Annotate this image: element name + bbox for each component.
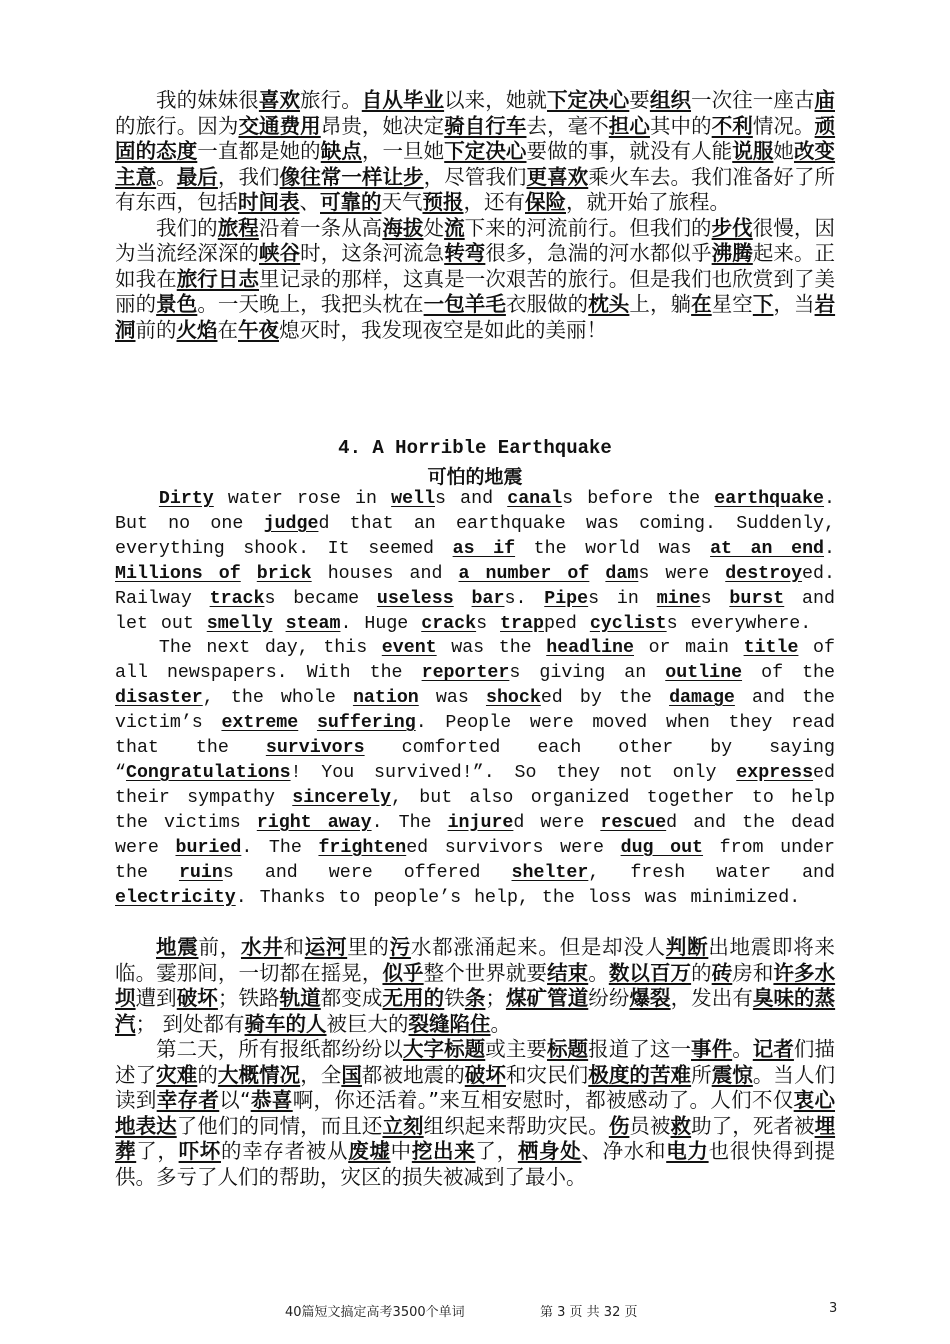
vocab-word: right away: [256, 812, 372, 833]
text-run: 要做的事，就没有人能: [526, 139, 733, 163]
text-run: 所: [691, 1062, 712, 1087]
vocab-word: 一包羊毛: [423, 292, 506, 316]
text-run: 报道了这一: [588, 1037, 692, 1061]
vocab-word: event: [381, 638, 437, 659]
footer-page-number: 3: [829, 1301, 838, 1316]
vocab-word: 记者: [752, 1037, 794, 1061]
vocab-word: Congratulations: [125, 762, 291, 783]
text-run: 了，: [136, 1139, 179, 1163]
text-run: ，一旦她: [361, 139, 445, 163]
text-run: . Huge: [340, 613, 422, 634]
vocab-word: 组织: [649, 88, 692, 112]
text-run: . The: [371, 812, 448, 833]
text-run: s: [476, 613, 501, 634]
text-run: 或主要: [485, 1037, 547, 1061]
text-run: was: [418, 688, 486, 709]
text-run: 。当人们读到: [115, 1062, 836, 1112]
text-run: , fresh water and: [588, 862, 836, 883]
vocab-word: 改变主意: [115, 139, 836, 189]
vocab-word: 破坏: [464, 1062, 506, 1087]
vocab-word: extreme: [221, 713, 299, 734]
text-run: 了，: [475, 1139, 518, 1163]
text-run: ；: [485, 986, 506, 1010]
vocab-word: 喜欢: [258, 88, 301, 112]
vocab-word: 幸存者: [156, 1088, 220, 1112]
vocab-word: rescue: [600, 812, 667, 833]
vocab-word: frighten: [318, 837, 407, 858]
text-run: was the: [436, 638, 547, 659]
footer-source: 40篇短文搞定高考3500个单词: [285, 1305, 465, 1320]
vocab-word: 转弯: [444, 241, 486, 265]
vocab-word: shock: [485, 688, 541, 709]
text-run: 。: [156, 164, 177, 189]
text-run: s.: [504, 588, 545, 609]
paragraph-zh-2: [115, 216, 835, 344]
text-run: ed their sympathy: [115, 762, 835, 808]
text-run: 乘火车去。我们准备好了所有东西，包括: [115, 164, 836, 214]
text-run: 员被: [629, 1113, 671, 1138]
text-run: 了他们的同情，而且还: [176, 1113, 383, 1138]
vocab-word: 下定决心: [546, 88, 630, 112]
text-run: ，全: [300, 1062, 342, 1087]
text-run: 熄灭时，我发现夜空是如此的美丽！: [279, 317, 607, 342]
text-run: 都变成: [320, 986, 383, 1010]
vocab-word: dam: [605, 563, 639, 584]
vocab-word: 破坏: [176, 986, 218, 1010]
vocab-word: 结束: [547, 960, 589, 985]
text-run: ；铁路: [217, 986, 280, 1010]
vocab-word: 可靠的: [320, 190, 382, 214]
text-run: 。: [588, 960, 609, 985]
vocab-word: burst: [729, 588, 785, 609]
text-run: 、净水和: [581, 1139, 667, 1163]
vocab-word: outline: [665, 663, 743, 684]
text-run: from under the: [115, 837, 835, 883]
text-run: 出地震即将来临。霎那间，一切都在摇晃，: [115, 935, 836, 985]
vocab-word: nation: [352, 688, 419, 709]
text-run: 的: [197, 1062, 218, 1087]
vocab-word: 无用的: [382, 986, 445, 1010]
text-run: 去，毫不: [526, 113, 609, 138]
vocab-word: 流: [444, 215, 465, 240]
text-run: 一次往一座古: [691, 88, 815, 112]
vocab-word: damage: [669, 688, 735, 709]
text-run: 以来，她就: [444, 88, 547, 112]
vocab-word: destroy: [725, 563, 803, 584]
text-run: d were: [513, 812, 601, 833]
text-run: 纷纷: [588, 986, 630, 1010]
text-run: and let out: [115, 588, 835, 634]
vocab-word: 震惊: [711, 1062, 753, 1087]
vocab-word: 下定决心: [444, 139, 527, 163]
vocab-word: 挖出来: [411, 1139, 476, 1163]
vocab-word: 恭喜: [250, 1088, 293, 1112]
text-run: s: [700, 588, 730, 609]
vocab-word: 立刻: [382, 1113, 424, 1138]
text-run: ，我们: [217, 164, 280, 189]
vocab-word: 极度的苦难: [588, 1062, 692, 1087]
text-run: ，当: [773, 292, 815, 316]
vocab-word: 许多水坝: [115, 960, 836, 1010]
vocab-word: ruin: [178, 862, 223, 883]
vocab-word: 旅行日志: [176, 266, 260, 291]
text-run: 沿着一条从高: [258, 215, 383, 240]
vocab-word: 运河: [304, 935, 348, 959]
vocab-word: judge: [263, 513, 319, 534]
vocab-word: trap: [500, 613, 544, 634]
vocab-word: 伤: [608, 1113, 630, 1138]
vocab-word: 救: [670, 1113, 692, 1138]
text-run: ，还有: [463, 190, 525, 214]
vocab-word: 灾难: [156, 1062, 198, 1087]
text-run: and the victim’s: [115, 688, 835, 734]
text-run: , the whole: [202, 688, 353, 709]
vocab-word: at an end: [710, 538, 825, 559]
text-run: ，发出有: [670, 986, 753, 1010]
vocab-word: 废墟: [348, 1139, 391, 1163]
text-run: 助了，死者被: [691, 1113, 815, 1138]
text-run: 其中的: [649, 113, 712, 138]
vocab-word: 顽固的态度: [115, 113, 836, 163]
paragraph-en-2: [115, 636, 835, 910]
vocab-word: 大字标题: [402, 1037, 486, 1061]
vocab-word: 大概情况: [217, 1062, 301, 1087]
text-run: . The: [241, 837, 319, 858]
vocab-word: 交通费用: [238, 113, 321, 138]
vocab-word: 判断: [665, 935, 709, 959]
vocab-word: 枕头: [588, 292, 630, 316]
story-4-chinese: [115, 935, 835, 1190]
vocab-word: brick: [256, 563, 312, 584]
text-run: 都被地震的: [361, 1062, 465, 1087]
text-run: 要: [629, 88, 650, 112]
text-run: 以“: [219, 1088, 251, 1112]
vocab-word: 水井: [240, 935, 284, 959]
text-run: 衣服做的: [505, 292, 589, 316]
text-run: s were: [638, 563, 726, 584]
text-run: 、: [299, 190, 320, 214]
text-run: 遭到: [135, 986, 177, 1010]
text-run: . Thanks to people’s help, the loss was minimized.: [235, 887, 801, 908]
text-run: 中: [390, 1139, 412, 1163]
vocab-word: 条: [464, 986, 486, 1010]
vocab-word: Millions of: [115, 563, 241, 584]
text-run: ped: [543, 613, 590, 634]
text-run: s everywhere.: [666, 613, 812, 634]
vocab-word: 午夜: [238, 317, 279, 342]
text-run: 一直都是她的: [197, 139, 321, 163]
text-run: 我的妹妹很: [156, 88, 259, 112]
story-4-english: [115, 487, 835, 910]
story-title-chinese: 可怕的地震: [427, 466, 523, 488]
vocab-word: survivors: [265, 738, 365, 759]
text-run: of the: [742, 663, 836, 684]
vocab-word: 电力: [666, 1139, 709, 1163]
vocab-word: 栖身处: [517, 1139, 582, 1163]
text-run: 。: [490, 1011, 512, 1036]
vocab-word: 旅程: [217, 215, 259, 240]
text-run: water rose in: [213, 489, 392, 509]
page-footer: [0, 1301, 950, 1321]
vocab-word: 更喜欢: [526, 164, 589, 189]
vocab-word: headline: [546, 638, 634, 659]
text-run: 整个世界就要: [423, 960, 548, 985]
vocab-word: 步伐: [711, 215, 753, 240]
text-run: houses and: [311, 563, 459, 584]
vocab-word: 污: [389, 935, 411, 959]
text-run: s before the: [562, 489, 715, 509]
vocab-word: 砖: [711, 960, 733, 985]
vocab-word: 最后: [176, 164, 218, 189]
text-run: 昂贵，她决定: [320, 113, 445, 138]
story-title-english: 4. A Horrible Earthquake: [338, 437, 612, 459]
text-run: 在: [217, 317, 238, 342]
text-run: s and: [435, 489, 508, 509]
vocab-word: 国: [341, 1062, 362, 1087]
vocab-word: 自从毕业: [361, 88, 445, 112]
text-run: 和: [283, 935, 305, 959]
text-run: 前的: [135, 317, 177, 342]
text-run: . People were moved when they read that the: [115, 713, 835, 759]
vocab-word: 沸腾: [711, 241, 753, 265]
text-run: [298, 713, 317, 733]
vocab-word: 似乎: [382, 960, 424, 985]
paragraph-zh-1: [115, 88, 835, 216]
vocab-word: 火焰: [176, 317, 218, 342]
text-run: [454, 589, 472, 609]
text-run: [273, 614, 286, 634]
text-run: 铁: [444, 986, 465, 1010]
vocab-word: 保险: [525, 190, 566, 214]
text-run: comforted each other by saying “: [115, 738, 835, 783]
vocab-word: Pipe: [544, 588, 589, 609]
vocab-word: 爆裂: [629, 986, 671, 1010]
paragraph-zh-3: [115, 935, 835, 1037]
text-run: 里记录的那样，这真是一次艰苦的旅行。但是我们也欣赏到了美丽的: [115, 266, 836, 316]
vocab-word: 吓坏: [178, 1139, 222, 1163]
vocab-word: buried: [175, 837, 242, 858]
vocab-word: 海拔: [382, 215, 424, 240]
vocab-word: 峡谷: [259, 241, 301, 265]
vocab-word: crack: [421, 613, 477, 634]
story-3-chinese: [115, 88, 835, 343]
text-run: d that an earthquake was coming. Suddenly, everything shook. It seemed: [115, 513, 835, 559]
text-run: 很慢，因为当流经深深的: [115, 215, 835, 265]
vocab-word: bar: [471, 588, 505, 609]
vocab-word: well: [391, 489, 435, 509]
text-run: ed survivors were: [406, 837, 621, 858]
vocab-word: reporter: [421, 663, 510, 684]
text-run: 情况。: [752, 113, 815, 138]
text-run: ，就开始了旅程。: [566, 190, 730, 214]
text-run: 很多，急湍的河水都似乎: [485, 241, 712, 265]
vocab-word: 数以百万: [608, 960, 692, 985]
vocab-word: 景色: [156, 292, 198, 316]
text-run: [241, 564, 257, 584]
text-run: s giving an: [509, 663, 666, 684]
vocab-word: useless: [376, 588, 454, 609]
text-run: 的旅行。因为: [115, 113, 239, 138]
text-run: 和灾民们: [505, 1062, 589, 1087]
vocab-word: 像往常一样让步: [279, 164, 424, 189]
text-run: 我们的: [156, 215, 218, 240]
text-run: ； 到处都有: [135, 1011, 245, 1036]
vocab-word: 庙: [814, 88, 835, 112]
text-run: 的: [691, 960, 712, 985]
text-run: .: [824, 538, 835, 559]
vocab-word: 岩洞: [115, 292, 836, 342]
vocab-word: 煤矿管道: [505, 986, 589, 1010]
vocab-word: 担心: [608, 113, 650, 138]
text-run: 里的: [347, 935, 390, 959]
vocab-word: 事件: [691, 1037, 733, 1061]
vocab-word: 埋葬: [115, 1113, 836, 1163]
vocab-word: electricity: [115, 887, 236, 908]
vocab-word: steam: [285, 613, 341, 634]
text-run: 星空: [711, 292, 753, 316]
text-run: 第二天，所有报纸都纷纷以: [156, 1037, 403, 1061]
vocab-word: 说服: [732, 139, 774, 163]
text-run: 们描述了: [115, 1037, 835, 1087]
text-run: 啊，你还活着。”来互相安慰时，都被感动了。人们不仅: [292, 1088, 794, 1112]
vocab-word: 轨道: [279, 986, 321, 1010]
vocab-word: injure: [447, 812, 514, 833]
vocab-word: mine: [656, 588, 701, 609]
vocab-word: sincerely: [292, 787, 391, 808]
text-run: 也很快得到提供。多亏了人们的帮助，灾区的损失被减到了最小。: [115, 1139, 836, 1189]
vocab-word: 下: [752, 292, 774, 316]
vocab-word: earthquake: [714, 489, 825, 509]
vocab-word: 骑车的人: [244, 1011, 327, 1036]
paragraph-zh-4: [115, 1037, 835, 1190]
text-run: 被巨大的: [326, 1011, 409, 1036]
text-run: 组织起来帮助灾民。: [423, 1113, 609, 1138]
text-run: ed. Railway: [115, 563, 835, 609]
text-run: 的幸存者被从: [221, 1139, 349, 1163]
text-run: 房和: [732, 960, 774, 985]
vocab-word: dug out: [620, 837, 704, 858]
vocab-word: 时间表: [238, 190, 300, 214]
text-run: s became: [264, 588, 377, 609]
text-run: 下来的河流前行。但我们的: [464, 215, 712, 240]
vocab-word: Dirty: [158, 489, 214, 509]
vocab-word: 裂缝陷住: [408, 1011, 491, 1036]
vocab-word: 骑自行车: [444, 113, 527, 138]
text-run: 。: [732, 1037, 753, 1061]
text-run: 水都涨涌起来。但是却没人: [410, 935, 666, 959]
vocab-word: 预报: [422, 190, 464, 214]
vocab-word: smelly: [206, 613, 273, 634]
text-run: ，尽管我们: [423, 164, 527, 189]
text-run: the world was: [515, 538, 711, 559]
vocab-word: a number of: [458, 563, 590, 584]
vocab-word: suffering: [316, 713, 416, 734]
text-run: [589, 564, 605, 584]
text-run: of all newspapers. With the: [115, 638, 835, 684]
vocab-word: 地震: [156, 935, 199, 959]
text-run: 天气: [381, 190, 423, 214]
text-run: ! You survived!”. So they not only: [290, 762, 737, 783]
text-run: or main: [634, 638, 744, 659]
vocab-word: express: [736, 762, 814, 783]
vocab-word: disaster: [115, 688, 203, 709]
text-run: s and were offered: [222, 862, 512, 883]
text-run: 。一天晚上，我把头枕在: [197, 292, 424, 316]
text-run: 上，躺: [629, 292, 692, 316]
vocab-word: as if: [452, 538, 516, 559]
footer-page-label: 第 3 页 共 32 页: [540, 1305, 638, 1320]
vocab-word: 在: [691, 292, 712, 316]
text-run: 前，: [198, 935, 241, 959]
paragraph-en-1: [115, 487, 835, 636]
text-run: The next day, this: [158, 638, 382, 659]
text-run: 旅行。: [300, 88, 362, 112]
text-run: 她: [773, 139, 794, 163]
text-run: ed by the: [540, 688, 670, 709]
text-run: d and the dead were: [115, 812, 835, 858]
text-run: . But no one: [115, 489, 835, 534]
vocab-word: canal: [507, 489, 563, 509]
vocab-word: title: [743, 638, 799, 659]
vocab-word: shelter: [511, 862, 589, 883]
vocab-word: 衷心地表达: [115, 1088, 836, 1138]
vocab-word: 臭味的蒸汽: [115, 986, 836, 1036]
vocab-word: 标题: [546, 1037, 589, 1061]
text-run: 处: [423, 215, 445, 240]
text-run: 起来。正如我在: [115, 241, 836, 291]
vocab-word: 不利: [711, 113, 753, 138]
vocab-word: 缺点: [320, 139, 362, 163]
text-run: , but also organized together to help the victims: [115, 787, 835, 833]
text-run: s in: [588, 588, 657, 609]
vocab-word: cyclist: [589, 613, 667, 634]
text-run: 时，这条河流急: [300, 241, 445, 265]
vocab-word: track: [209, 588, 265, 609]
